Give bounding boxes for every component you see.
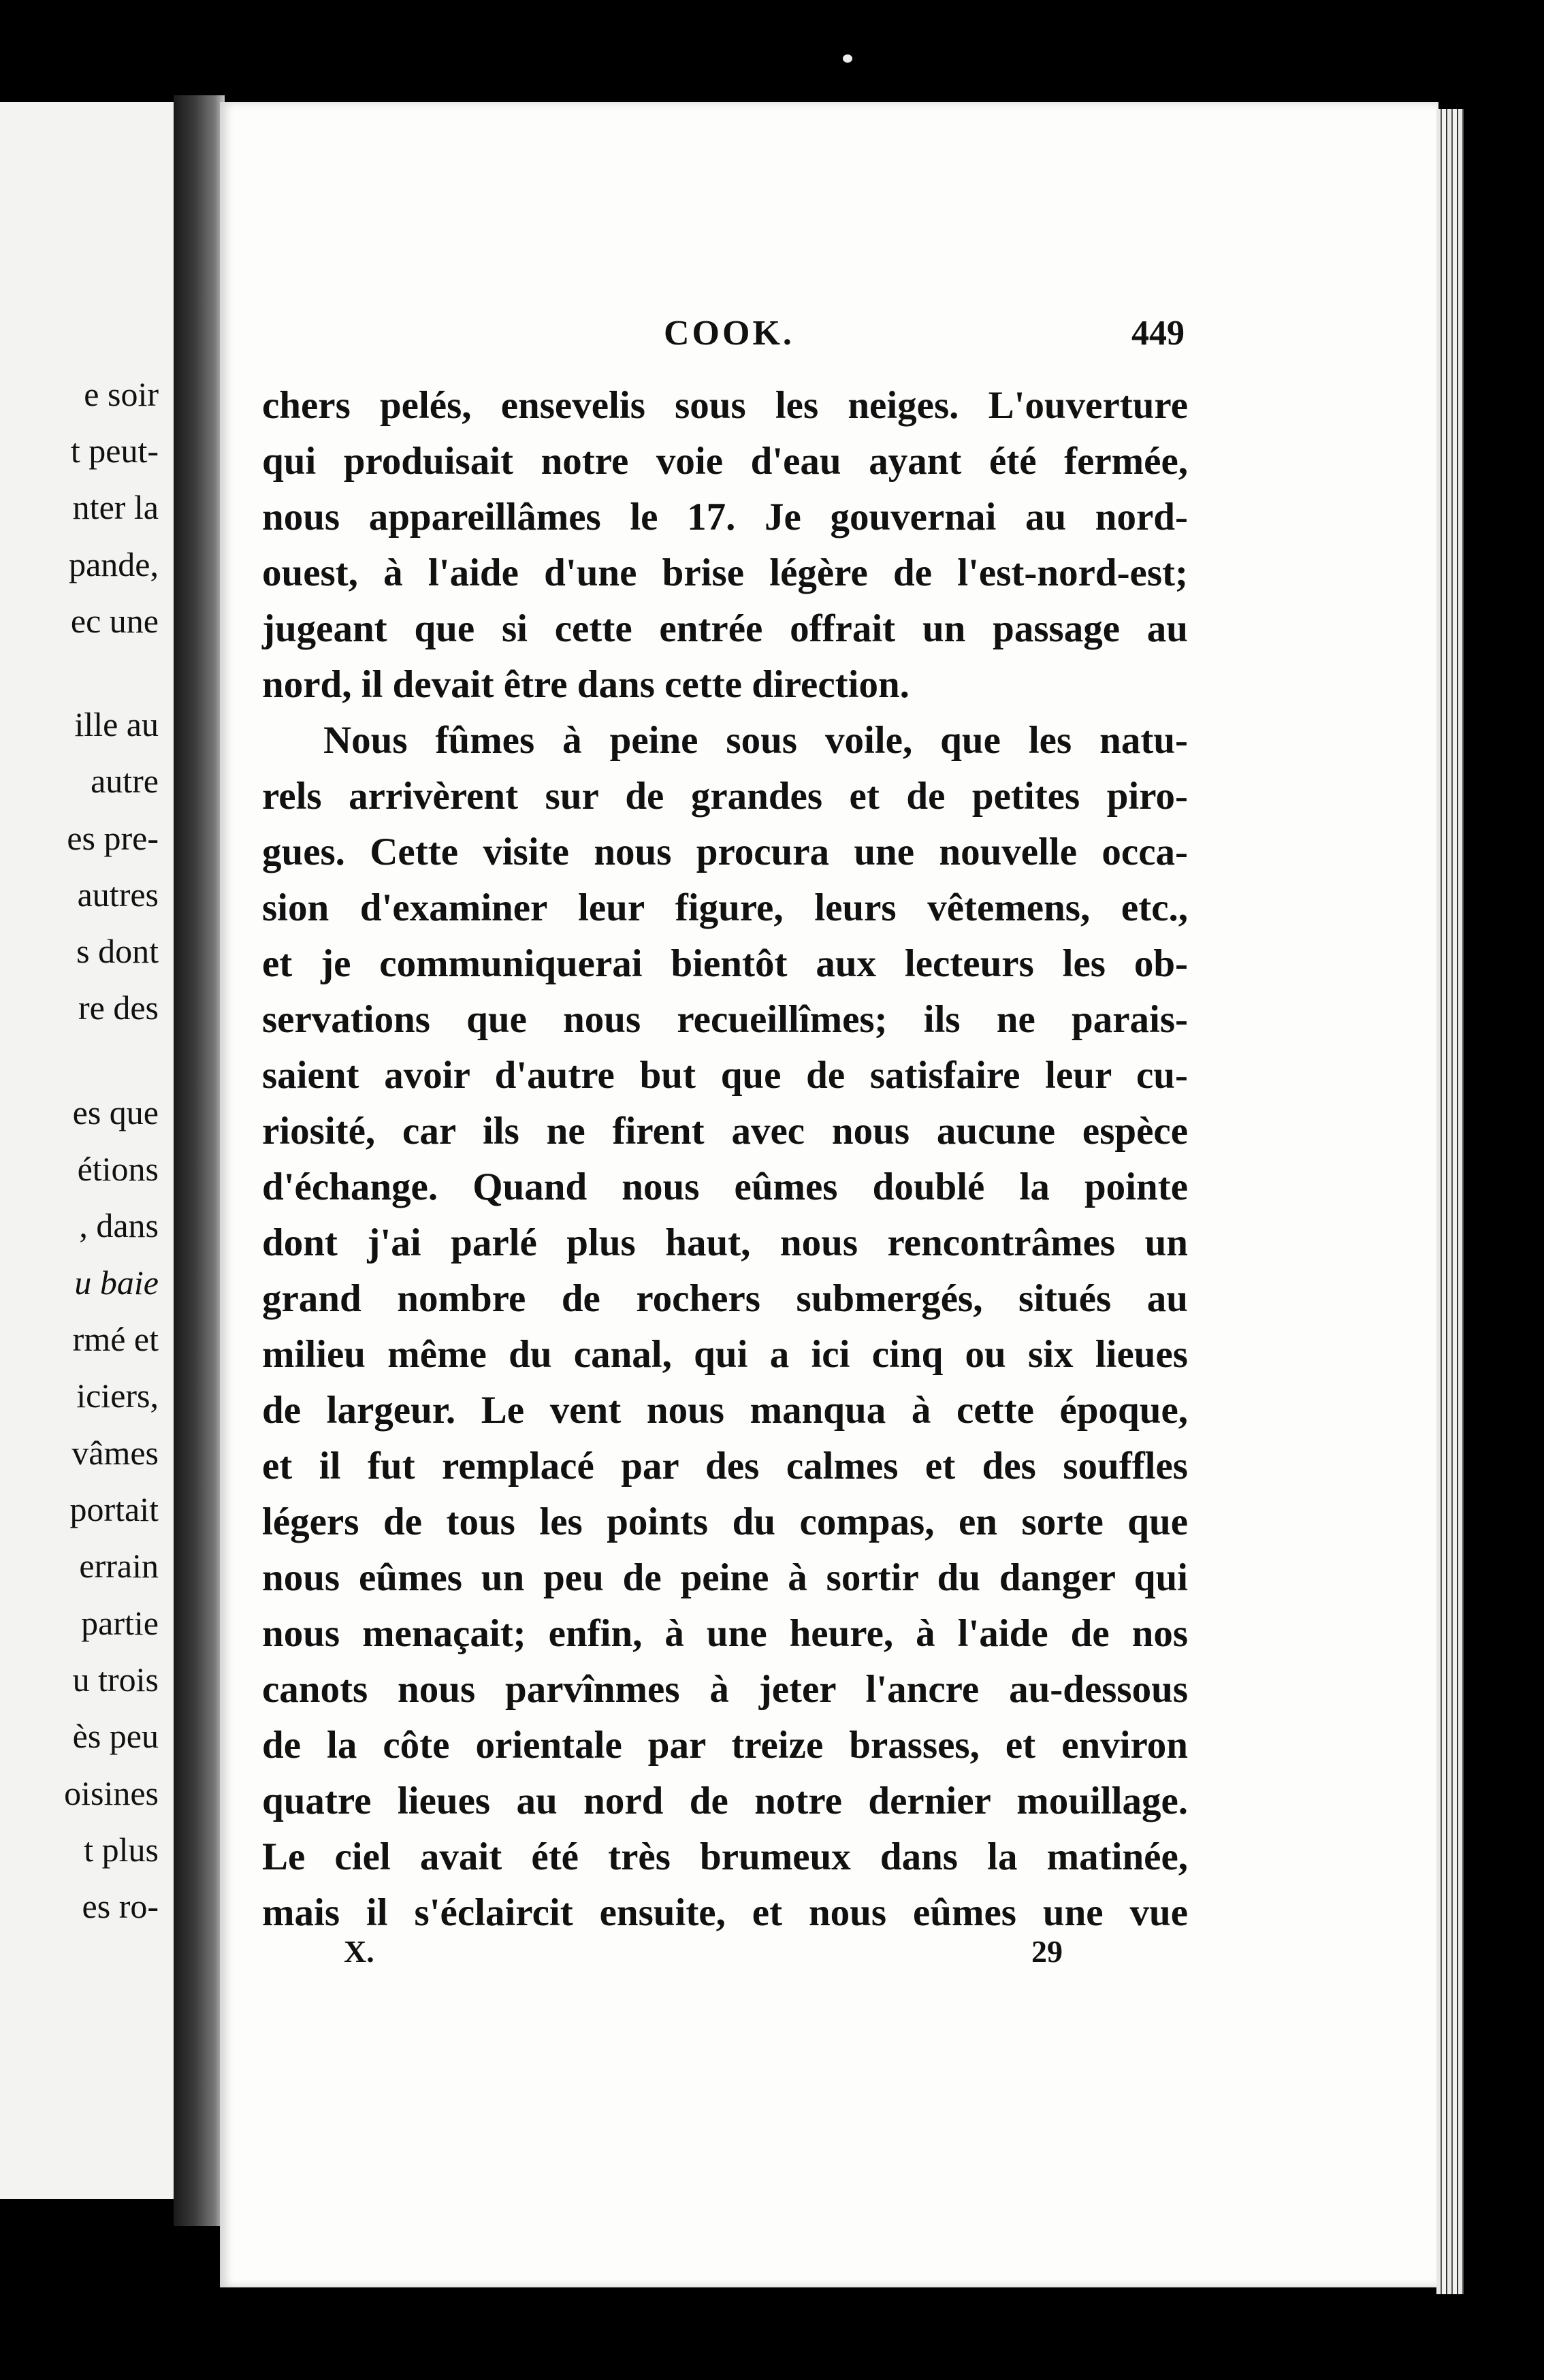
text-line: nous eûmes un peu de peine à sortir du danger qui [262,1556,1188,1599]
page-edges [1436,109,1464,2294]
left-page-fragment: es ro- [82,1887,159,1925]
page-footer [262,1933,1188,1981]
text-line: légers de tous les points du compas, en sorte que [262,1500,1188,1543]
text-line: et il fut remplacé par des calmes et des souffles [262,1445,1188,1488]
text-line: servations que nous recueillîmes; ils ne parais- [262,998,1188,1041]
text-line: de la côte orientale par treize brasses, et environ [262,1724,1188,1767]
left-page-fragment: autres [77,875,159,914]
text-line: jugeant que si cette entrée offrait un passage au [262,607,1188,650]
text-line: riosité, car ils ne firent avec nous aucune espèce [262,1110,1188,1153]
text-line: et je communiquerai bientôt aux lecteurs les ob- [262,942,1188,985]
text-line: quatre lieues au nord de notre dernier mouillage. [262,1780,1188,1822]
left-page-fragment: vâmes [71,1434,159,1472]
text-line: nord, il devait être dans cette direction. [262,663,910,706]
left-page-fragment: s dont [76,932,159,970]
page-number: 449 [1131,314,1185,353]
text-line: nous appareillâmes le 17. Je gouvernai au nord- [262,496,1188,538]
book-gutter [174,95,225,2226]
left-page-fragment: partie [81,1604,159,1642]
left-page-fragment: rmé et [72,1320,159,1358]
left-page-fragment: portait [69,1490,159,1528]
left-page-fragment: iciers, [76,1377,159,1415]
left-page-fragment: autre [91,762,159,800]
text-line: sion d'examiner leur figure, leurs vêtemens, etc., [262,886,1188,929]
text-line: d'échange. Quand nous eûmes doublé la pointe [262,1165,1188,1208]
signature-mark: X. [344,1934,374,1969]
left-page-fragment: u trois [72,1660,159,1699]
text-line: de largeur. Le vent nous manqua à cette époque, [262,1389,1188,1432]
left-page-fragment: u baie [74,1264,159,1302]
text-line: rels arrivèrent sur de grandes et de petites piro- [262,775,1188,818]
dust-speck [843,54,852,63]
left-page-fragment: oisines [64,1774,159,1812]
left-page-fragment: t peut- [70,432,159,470]
signature-number: 29 [1031,1934,1063,1969]
text-line: Le ciel avait été très brumeux dans la matinée, [262,1835,1188,1878]
left-page-fragment: errain [79,1547,159,1585]
text-line: ouest, à l'aide d'une brise légère de l'est-nord-est; [262,551,1188,594]
text-line: Nous fûmes à peine sous voile, que les natu- [323,719,1188,762]
text-line: saient avoir d'autre but que de satisfaire leur cu- [262,1054,1188,1097]
text-line: milieu même du canal, qui a ici cinq ou six lieues [262,1333,1188,1376]
text-line: mais il s'éclaircit ensuite, et nous eûmes une vue [262,1891,1188,1934]
running-head: COOK. [664,314,794,353]
left-page-fragment: t plus [84,1831,159,1869]
left-page-fragment: , dans [79,1206,159,1244]
text-line: gues. Cette visite nous procura une nouvelle occa- [262,831,1188,873]
left-page-fragment: re des [78,988,159,1027]
left-page-fragment: pande, [69,545,159,583]
left-page-fragment: es pre- [67,819,159,857]
left-page-fragment: e soir [84,375,159,413]
text-line: nous menaçait; enfin, à une heure, à l'aide de nos [262,1612,1188,1655]
body-text [262,378,1188,1941]
left-page-fragment: étions [77,1150,159,1188]
left-page-fragment: ec une [70,602,159,640]
left-page-fragment: nter la [72,488,159,526]
left-page-fragment: es que [72,1093,159,1131]
text-line: canots nous parvînmes à jeter l'ancre au-dessous [262,1668,1188,1711]
left-facing-page [0,102,174,2199]
page-header [279,313,1185,368]
text-line: qui produisait notre voie d'eau ayant été fermée, [262,440,1188,483]
left-page-fragment: ès peu [72,1717,159,1755]
text-line: grand nombre de rochers submergés, situés au [262,1277,1188,1320]
text-line: dont j'ai parlé plus haut, nous rencontrâmes un [262,1221,1188,1264]
text-line: chers pelés, ensevelis sous les neiges. L'ouverture [262,384,1188,427]
left-page-fragment: ille au [74,705,159,743]
